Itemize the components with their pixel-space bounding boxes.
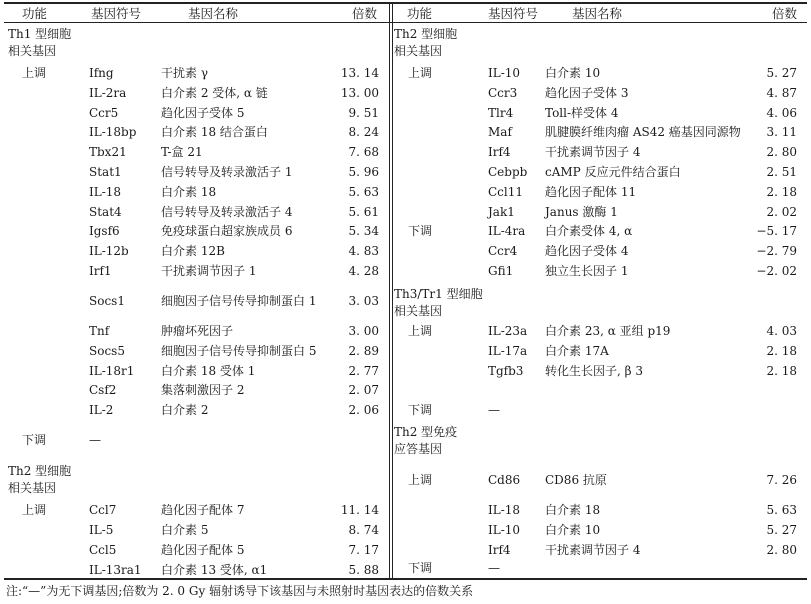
fold-value: 3. 03 — [348, 294, 379, 308]
section-th2-left: Th2 型细胞 相关基因 — [8, 464, 72, 495]
gene-symbol: IL-18bp — [89, 125, 137, 139]
right-header-function: 功能 — [407, 6, 433, 21]
gene-name: 趋化因子受体 4 — [545, 244, 629, 258]
gene-name: 白介素 10 — [545, 66, 601, 80]
center-divider-left — [389, 2, 390, 579]
gene-name: 干扰素调节因子 4 — [545, 145, 641, 159]
gene-symbol: IL-10 — [488, 523, 521, 537]
fold-value: 4. 87 — [766, 86, 797, 100]
fold-value: 5. 63 — [766, 503, 797, 517]
th1-up-label: 上调 — [22, 66, 47, 80]
left-header-function: 功能 — [22, 6, 48, 21]
fold-value: 3. 00 — [348, 324, 379, 338]
bottom-rule — [4, 578, 807, 580]
gene-symbol: Csf2 — [89, 383, 117, 397]
fold-value: 5. 96 — [348, 165, 379, 179]
fold-value: 5. 61 — [348, 205, 379, 219]
fold-value: 2. 07 — [348, 383, 379, 397]
fold-value: 4. 83 — [348, 244, 379, 258]
gene-symbol: Ccr4 — [488, 244, 518, 258]
gene-symbol: Ccl11 — [488, 185, 524, 199]
gene-symbol: Cd86 — [488, 473, 521, 487]
fold-value: 13. 00 — [340, 86, 379, 100]
fold-value: 7. 26 — [766, 473, 797, 487]
gene-name: 白介素 18 结合蛋白 — [161, 125, 268, 139]
fold-value: 9. 51 — [348, 106, 379, 120]
gene-name: 集落刺激因子 2 — [161, 383, 245, 397]
th3-down-none: — — [488, 403, 500, 417]
gene-symbol: Tbx21 — [89, 145, 127, 159]
gene-name: CD86 抗原 — [545, 473, 607, 487]
fold-value: −5. 17 — [756, 224, 797, 238]
fold-value: 8. 24 — [348, 125, 379, 139]
fold-value: 2. 18 — [766, 185, 797, 199]
gene-symbol: Stat4 — [89, 205, 122, 219]
gene-symbol: Ccr5 — [89, 106, 119, 120]
fold-value: 5. 63 — [348, 185, 379, 199]
gene-symbol: Ifng — [89, 66, 114, 80]
fold-value: 2. 89 — [348, 344, 379, 358]
gene-name: 免疫球蛋白超家族成员 6 — [161, 224, 293, 238]
gene-symbol: Tlr4 — [488, 106, 514, 120]
fold-value: 8. 74 — [348, 523, 379, 537]
fold-value: 5. 27 — [766, 523, 797, 537]
gene-symbol: Igsf6 — [89, 224, 120, 238]
fold-value: 7. 17 — [348, 543, 379, 557]
fold-value: 11. 14 — [340, 503, 379, 517]
gene-name: 细胞因子信号传导抑制蛋白 5 — [161, 344, 317, 358]
gene-name: 白介素 18 — [545, 503, 601, 517]
fold-value: 5. 34 — [348, 224, 379, 238]
fold-value: 5. 27 — [766, 66, 797, 80]
fold-value: 2. 51 — [766, 165, 797, 179]
gene-name: 肿瘤坏死因子 — [161, 324, 234, 338]
fold-value: 2. 18 — [766, 344, 797, 358]
gene-name: 独立生长因子 1 — [545, 264, 629, 278]
gene-name: 白介素受体 4, α — [545, 224, 633, 238]
section-th1: Th1 型细胞 相关基因 — [8, 27, 72, 58]
gene-name: T-盒 21 — [161, 145, 203, 159]
gene-symbol: IL-13ra1 — [89, 563, 142, 577]
section-th3: Th3/Tr1 型细胞 相关基因 — [394, 287, 483, 318]
gene-name: Toll-样受体 4 — [545, 106, 619, 120]
header-rule — [4, 22, 807, 23]
gene-name: 白介素 17A — [545, 344, 609, 358]
gene-name: 白介素 10 — [545, 523, 601, 537]
gene-name: 趋化因子受体 3 — [545, 86, 629, 100]
fold-value: 4. 06 — [766, 106, 797, 120]
gene-name: 白介素 18 — [161, 185, 217, 199]
fold-value: 2. 77 — [348, 364, 379, 378]
section-th2-immune: Th2 型免疫 应答基因 — [394, 425, 458, 456]
left-header-fold: 倍数 — [352, 6, 378, 21]
gene-name: 白介素 12B — [161, 244, 225, 258]
gene-name: 信号转导及转录激活子 4 — [161, 205, 293, 219]
gene-symbol: Socs1 — [89, 294, 125, 308]
gene-name: 干扰素调节因子 4 — [545, 543, 641, 557]
gene-symbol: Ccr3 — [488, 86, 518, 100]
right-header-name: 基因名称 — [572, 6, 623, 21]
right-header-fold: 倍数 — [772, 6, 798, 21]
gene-name: 白介素 2 受体, α 链 — [161, 86, 268, 100]
fold-value: 2. 80 — [766, 543, 797, 557]
gene-name: 趋化因子受体 5 — [161, 106, 245, 120]
fold-value: 2. 18 — [766, 364, 797, 378]
gene-name: 白介素 2 — [161, 403, 209, 417]
gene-symbol: Maf — [488, 125, 512, 139]
gene-symbol: Gfi1 — [488, 264, 514, 278]
th2-up-label-right: 上调 — [408, 66, 433, 80]
fold-value: 3. 11 — [766, 125, 797, 139]
gene-symbol: IL-4ra — [488, 224, 526, 238]
section-th2-right: Th2 型细胞 相关基因 — [394, 27, 458, 58]
gene-symbol: Tgfb3 — [488, 364, 524, 378]
gene-name: 白介素 13 受体, α1 — [161, 563, 268, 577]
fold-value: 5. 88 — [348, 563, 379, 577]
center-divider-right — [392, 2, 393, 579]
gene-symbol: IL-2ra — [89, 86, 127, 100]
gene-name: 白介素 5 — [161, 523, 209, 537]
gene-name: 细胞因子信号传导抑制蛋白 1 — [161, 294, 317, 308]
gene-name: 白介素 18 受体 1 — [161, 364, 256, 378]
gene-symbol: Irf4 — [488, 543, 511, 557]
footnote: 注:“—”为无下调基因;倍数为 2. 0 Gy 辐射诱导下该基因与未照射时基因表达的倍数关系 — [6, 584, 474, 598]
gene-name: Janus 激酶 1 — [545, 205, 618, 219]
fold-value: 4. 28 — [348, 264, 379, 278]
fold-value: 2. 02 — [766, 205, 797, 219]
th2imm-down-none: — — [488, 561, 500, 575]
left-header-name: 基因名称 — [188, 6, 239, 21]
gene-symbol: IL-18 — [488, 503, 521, 517]
gene-name: 肌腱膜纤维肉瘤 AS42 癌基因同源物 — [545, 125, 741, 139]
th1-down-label: 下调 — [22, 433, 47, 447]
fold-value: 2. 06 — [348, 403, 379, 417]
fold-value: −2. 79 — [756, 244, 797, 258]
th2-up-label-left: 上调 — [22, 503, 47, 517]
gene-symbol: Stat1 — [89, 165, 122, 179]
gene-symbol: Jak1 — [488, 205, 515, 219]
gene-name: 趋化因子配体 5 — [161, 543, 245, 557]
th3-down-label: 下调 — [408, 403, 433, 417]
gene-name: 信号转导及转录激活子 1 — [161, 165, 293, 179]
gene-name: 趋化因子配体 11 — [545, 185, 637, 199]
gene-name: 转化生长因子, β 3 — [545, 364, 644, 378]
left-header-symbol: 基因符号 — [91, 6, 142, 21]
gene-name: 干扰素 γ — [161, 66, 208, 80]
fold-value: 7. 68 — [348, 145, 379, 159]
fold-value: 2. 80 — [766, 145, 797, 159]
gene-symbol: Irf1 — [89, 264, 112, 278]
gene-symbol: IL-2 — [89, 403, 114, 417]
fold-value: 4. 03 — [766, 324, 797, 338]
gene-name: 趋化因子配体 7 — [161, 503, 245, 517]
th3-up-label: 上调 — [408, 324, 433, 338]
gene-symbol: IL-18 — [89, 185, 122, 199]
gene-name: 白介素 23, α 亚组 p19 — [545, 324, 671, 338]
gene-symbol: IL-18r1 — [89, 364, 135, 378]
gene-symbol: Ccl7 — [89, 503, 117, 517]
th2imm-down-label: 下调 — [408, 561, 433, 575]
gene-symbol: IL-5 — [89, 523, 114, 537]
gene-symbol: IL-12b — [89, 244, 129, 258]
fold-value: 13. 14 — [340, 66, 379, 80]
fold-value: −2. 02 — [756, 264, 797, 278]
th2imm-up-label: 上调 — [408, 473, 433, 487]
gene-name: cAMP 反应元件结合蛋白 — [545, 165, 681, 179]
gene-symbol: Irf4 — [488, 145, 511, 159]
gene-symbol: Tnf — [89, 324, 110, 338]
gene-symbol: Ccl5 — [89, 543, 117, 557]
right-header-symbol: 基因符号 — [488, 6, 539, 21]
gene-symbol: Socs5 — [89, 344, 125, 358]
th1-down-none: — — [89, 433, 101, 447]
gene-symbol: IL-17a — [488, 344, 528, 358]
th2-down-label: 下调 — [408, 224, 433, 238]
gene-symbol: IL-10 — [488, 66, 521, 80]
gene-name: 干扰素调节因子 1 — [161, 264, 257, 278]
gene-symbol: Cebpb — [488, 165, 528, 179]
gene-symbol: IL-23a — [488, 324, 528, 338]
